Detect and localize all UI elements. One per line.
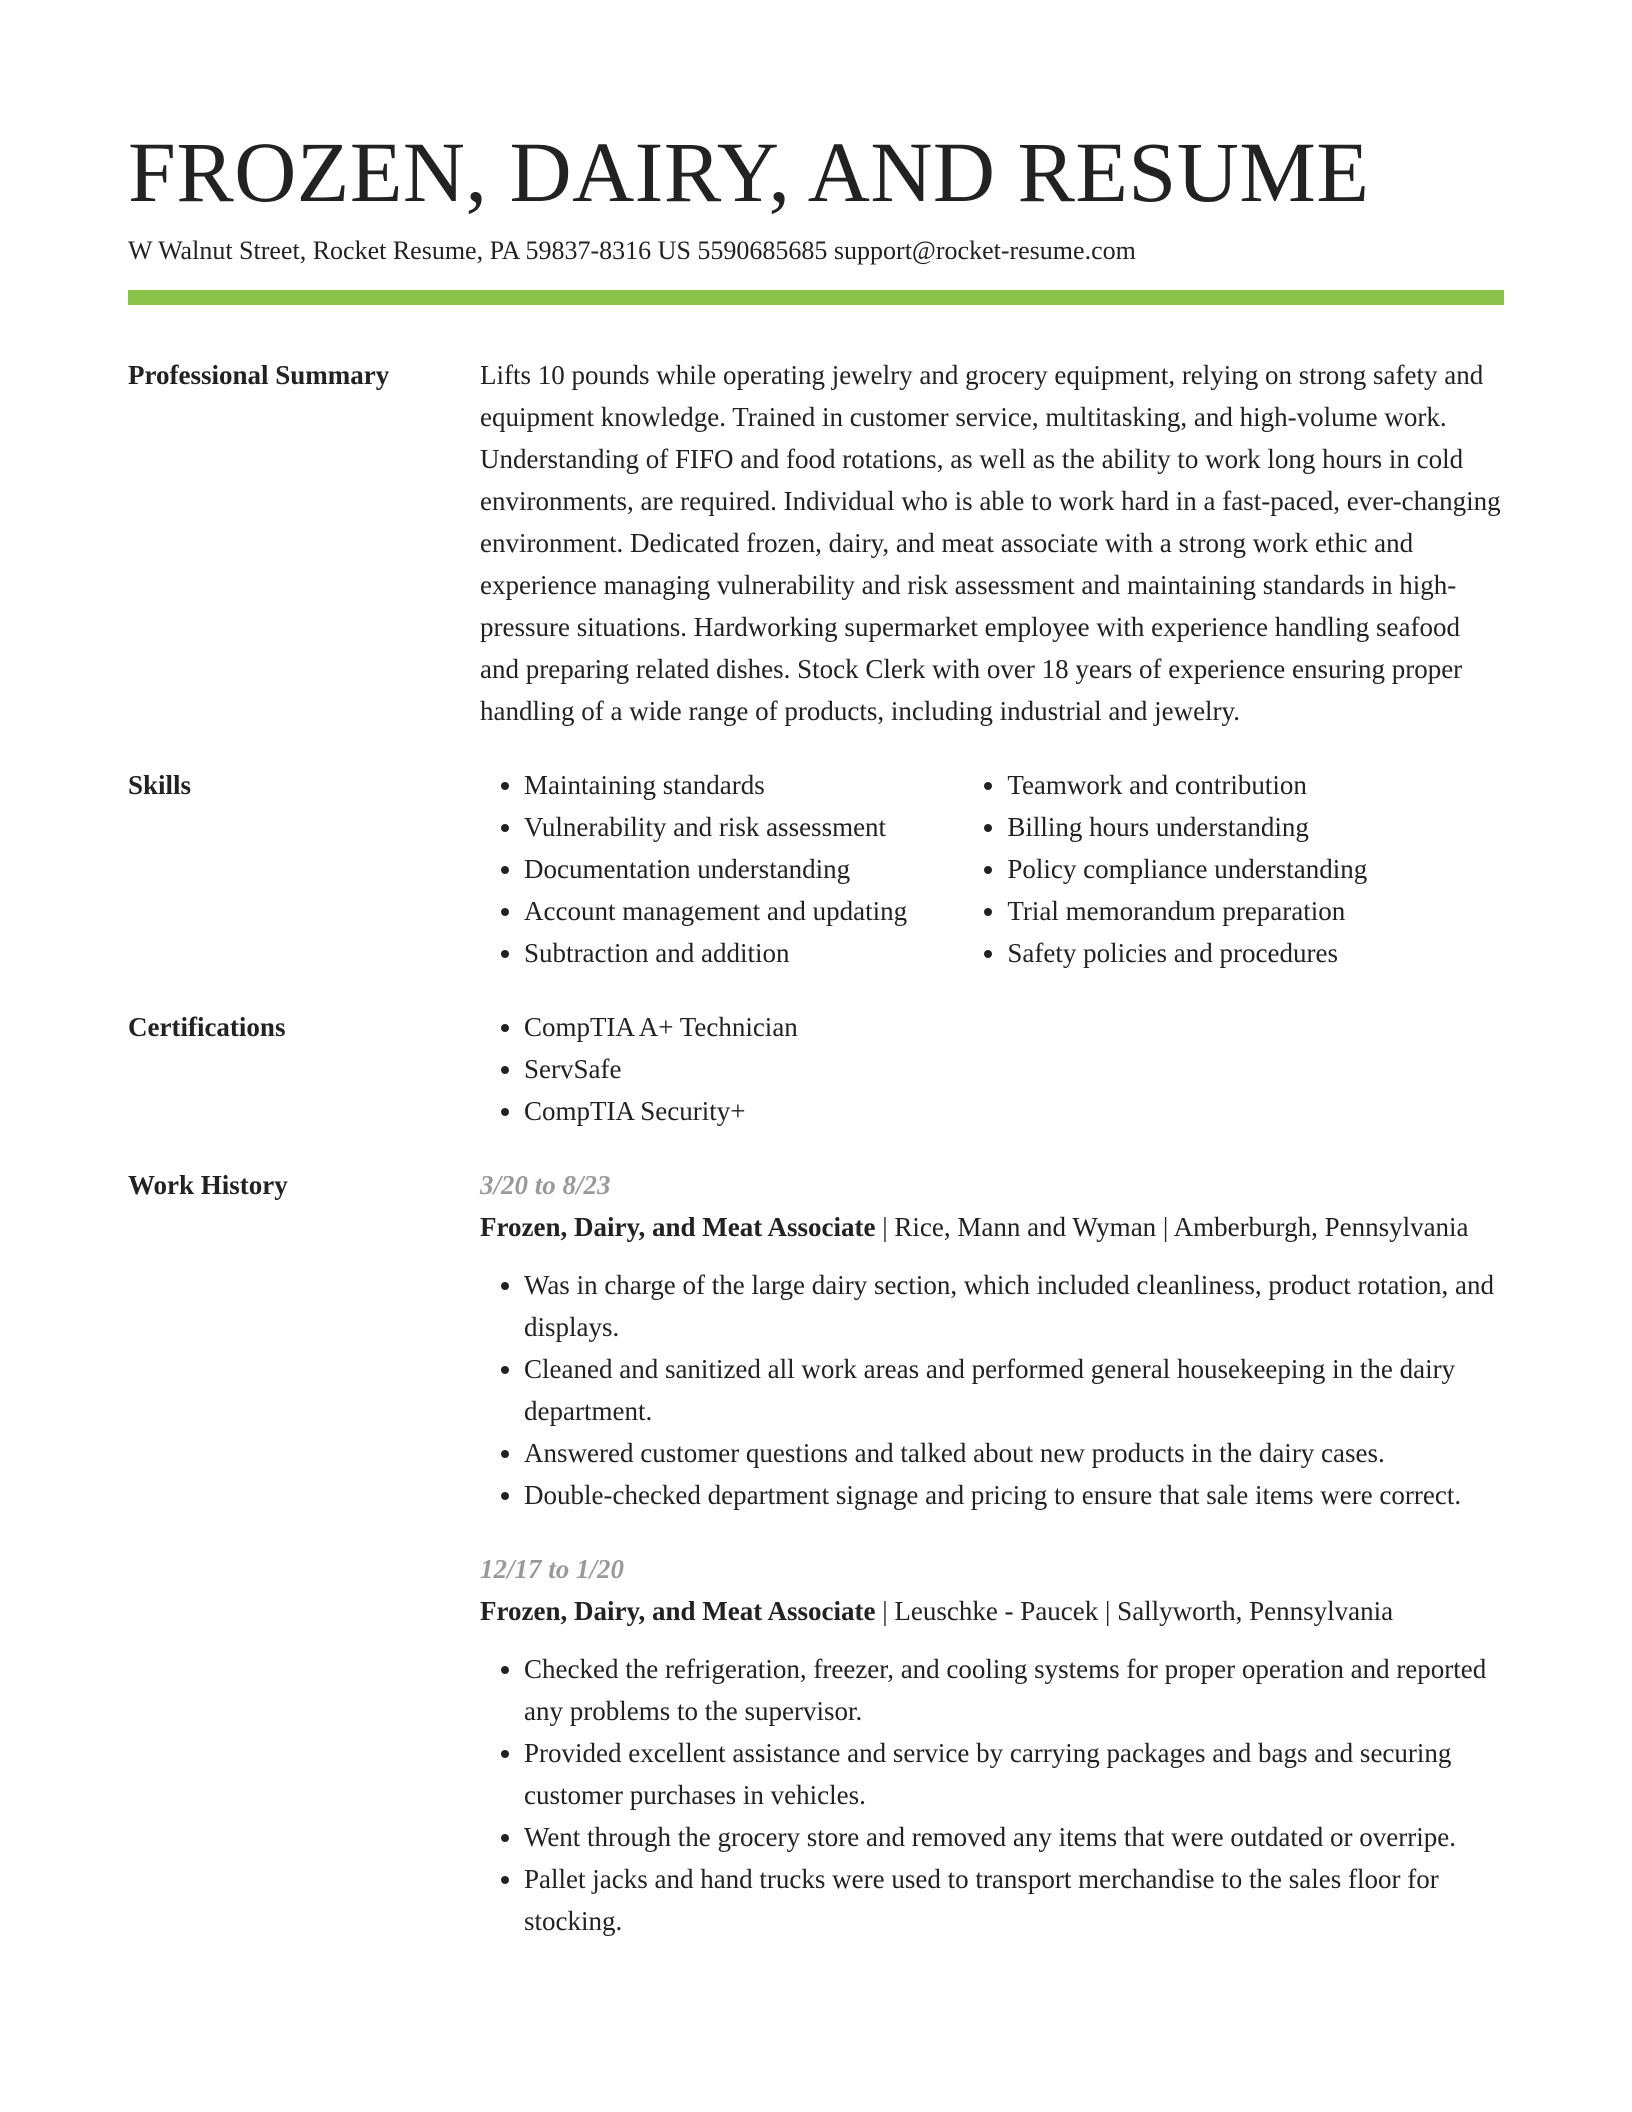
contact-phone: 5590685685 <box>697 236 828 265</box>
certification-item: • CompTIA A+ Technician <box>524 1006 1504 1048</box>
work-history-section <box>128 1164 1504 1942</box>
job-heading <box>480 1590 1504 1632</box>
skill-item: • Maintaining standards <box>524 764 963 806</box>
job-bullet: • Went through the grocery store and removed any items that were outdated or overripe. <box>524 1816 1504 1858</box>
skill-item: • Subtraction and addition <box>524 932 963 974</box>
skills-section <box>128 764 1504 974</box>
job-bullet: • Provided excellent assistance and service by carrying packages and bags and securing customer purchases in vehicles. <box>524 1732 1504 1816</box>
skills-list-right <box>963 764 1504 974</box>
job-bullets <box>480 1648 1504 1942</box>
section-label-skills: Skills <box>128 770 192 800</box>
contact-line <box>128 234 1504 268</box>
job-title: Frozen, Dairy, and Meat Associate <box>480 1212 876 1242</box>
section-label-summary: Professional Summary <box>128 360 390 390</box>
skills-list-left <box>480 764 963 974</box>
skill-item: • Billing hours understanding <box>1007 806 1504 848</box>
job-details: | Leuschke - Paucek | Sallyworth, Pennsylvania <box>875 1596 1394 1626</box>
contact-email: support@rocket-resume.com <box>833 236 1136 265</box>
job-dates: 3/20 to 8/23 <box>480 1170 611 1200</box>
job-heading <box>480 1206 1504 1248</box>
job-bullet: • Pallet jacks and hand trucks were used to transport merchandise to the sales floor for stocking. <box>524 1858 1504 1942</box>
certifications-list <box>480 1006 1504 1132</box>
job-details: | Rice, Mann and Wyman | Amberburgh, Pennsylvania <box>875 1212 1469 1242</box>
skill-item: • Account management and updating <box>524 890 963 932</box>
job-bullet: • Answered customer questions and talked about new products in the dairy cases. <box>524 1432 1504 1474</box>
section-label-work-history: Work History <box>128 1170 288 1200</box>
skill-item: • Vulnerability and risk assessment <box>524 806 963 848</box>
certifications-content <box>480 1006 1504 1132</box>
resume-name: FROZEN, DAIRY, AND RESUME <box>128 124 1370 220</box>
job-bullet: • Double-checked department signage and pricing to ensure that sale items were correct. <box>524 1474 1504 1516</box>
professional-summary-section <box>128 354 1504 732</box>
certifications-section <box>128 1006 1504 1132</box>
summary-content <box>480 354 1504 732</box>
job-dates: 12/17 to 1/20 <box>480 1554 625 1584</box>
skill-item: • Policy compliance understanding <box>1007 848 1504 890</box>
job-bullets <box>480 1264 1504 1516</box>
job-title: Frozen, Dairy, and Meat Associate <box>480 1596 876 1626</box>
resume-page <box>128 122 1504 1942</box>
skill-item: • Teamwork and contribution <box>1007 764 1504 806</box>
job-bullet: • Checked the refrigeration, freezer, and cooling systems for proper operation and reported any problems to the supervisor. <box>524 1648 1504 1732</box>
skills-grid <box>480 764 1504 974</box>
certification-item: • ServSafe <box>524 1048 1504 1090</box>
summary-text: Lifts 10 pounds while operating jewelry and grocery equipment, relying on strong safety and equipment knowledge. Trained in customer service, multitasking, and high-volume work. Understanding of FIFO and food rotations, as well as the ability to work long hours in cold environments, are required. Individual who is able to work hard in a fast-paced, ever-changing environment. Dedicated frozen, dairy, and meat associate with a strong work ethic and experience managing vulnerability and risk assessment and maintaining standards in high-pressure situations. Hardworking supermarket employee with experience handling seafood and preparing related dishes. Stock Clerk with over 18 years of experience ensuring proper handling of a wide range of products, including industrial and jewelry. <box>480 360 1501 726</box>
job-entry <box>480 1164 1504 1516</box>
job-bullet: • Cleaned and sanitized all work areas and performed general housekeeping in the dairy department. <box>524 1348 1504 1432</box>
skill-item: • Safety policies and procedures <box>1007 932 1504 974</box>
accent-divider <box>128 290 1504 305</box>
job-bullet: • Was in charge of the large dairy section, which included cleanliness, product rotation, and displays. <box>524 1264 1504 1348</box>
skill-item: • Trial memorandum preparation <box>1007 890 1504 932</box>
contact-address: W Walnut Street, Rocket Resume, PA 59837-8316 US <box>128 236 691 265</box>
skill-item: • Documentation understanding <box>524 848 963 890</box>
section-label-certifications: Certifications <box>128 1012 286 1042</box>
certification-item: • CompTIA Security+ <box>524 1090 1504 1132</box>
work-history-content <box>480 1164 1504 1942</box>
job-entry <box>480 1548 1504 1942</box>
